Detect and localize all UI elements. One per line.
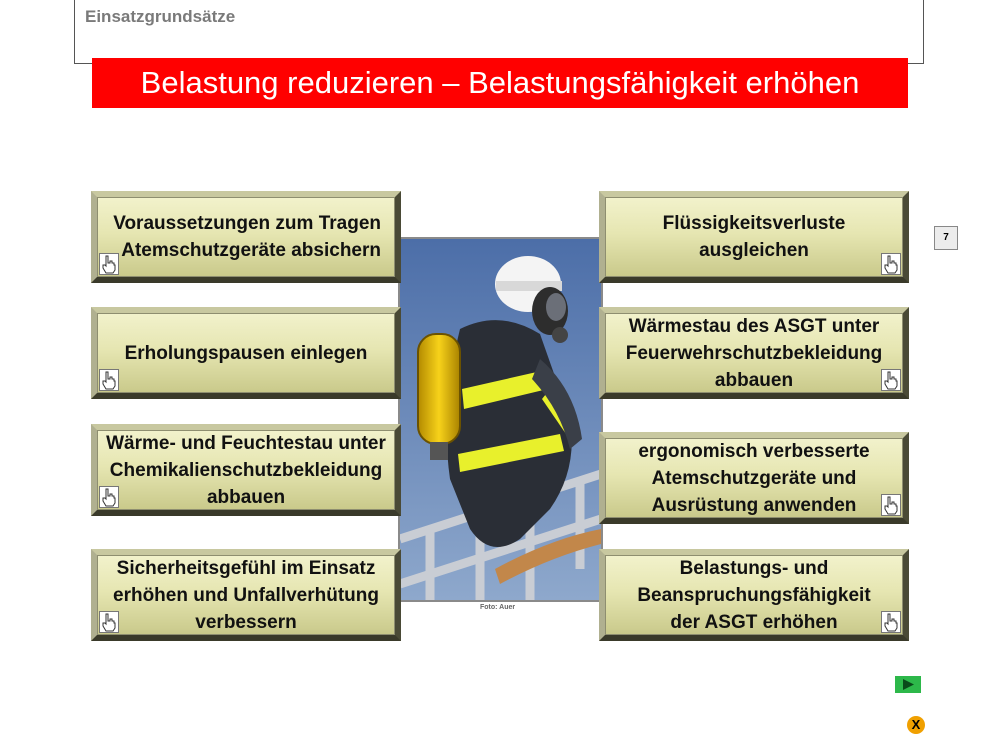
card-label: Voraussetzungen zum Tragen Atemschutzgeräte absichern: [113, 213, 381, 261]
pointing-hand-icon[interactable]: [99, 486, 119, 508]
firefighter-photo: [398, 237, 603, 602]
page-number-badge: 7: [934, 226, 958, 250]
card-label: ergonomisch verbesserte Atemschutzgeräte und Ausrüstung anwenden: [638, 440, 870, 516]
card-erholungspausen[interactable]: [91, 307, 401, 399]
card-label: Sicherheitsgefühl im Einsatz erhöhen und Unfallverhütung verbessern: [113, 557, 379, 633]
card-waermestau-asgt[interactable]: [599, 307, 909, 399]
pointing-hand-icon[interactable]: [881, 253, 901, 275]
card-beanspruchungsfaehigkeit[interactable]: [599, 549, 909, 641]
pointing-hand-icon[interactable]: [881, 494, 901, 516]
pointing-hand-icon[interactable]: [99, 369, 119, 391]
pointing-hand-icon[interactable]: [881, 369, 901, 391]
pointing-hand-icon[interactable]: [881, 611, 901, 633]
card-label: Flüssigkeitsverluste ausgleichen: [662, 213, 846, 261]
card-label: Wärmestau des ASGT unter Feuerwehrschutzbekleidung abbauen: [625, 315, 883, 391]
card-fluessigkeitsverluste[interactable]: [599, 191, 909, 283]
header-frame: [74, 0, 924, 64]
card-atemschutzgeraete-absichern[interactable]: [91, 191, 401, 283]
section-title: Einsatzgrundsätze: [85, 7, 236, 26]
card-sicherheitsgefuehl[interactable]: [91, 549, 401, 641]
close-button[interactable]: X: [907, 716, 925, 734]
card-label: Wärme- und Feuchtestau unter Chemikalienschutzbekleidung abbauen: [106, 432, 386, 508]
pointing-hand-icon[interactable]: [99, 611, 119, 633]
card-ergonomische-geraete[interactable]: [599, 432, 909, 524]
pointing-hand-icon[interactable]: [99, 253, 119, 275]
card-chemikalienschutzbekleidung[interactable]: [91, 424, 401, 516]
card-label: Erholungspausen einlegen: [124, 342, 368, 364]
play-arrow-icon: [895, 676, 921, 693]
next-slide-button[interactable]: [895, 676, 921, 693]
page-title-banner: Belastung reduzieren – Belastungsfähigkeit erhöhen: [92, 58, 908, 108]
photo-credit: Foto: Auer: [480, 604, 516, 611]
card-label: Belastungs- und Beanspruchungsfähigkeit der ASGT erhöhen: [637, 557, 871, 633]
